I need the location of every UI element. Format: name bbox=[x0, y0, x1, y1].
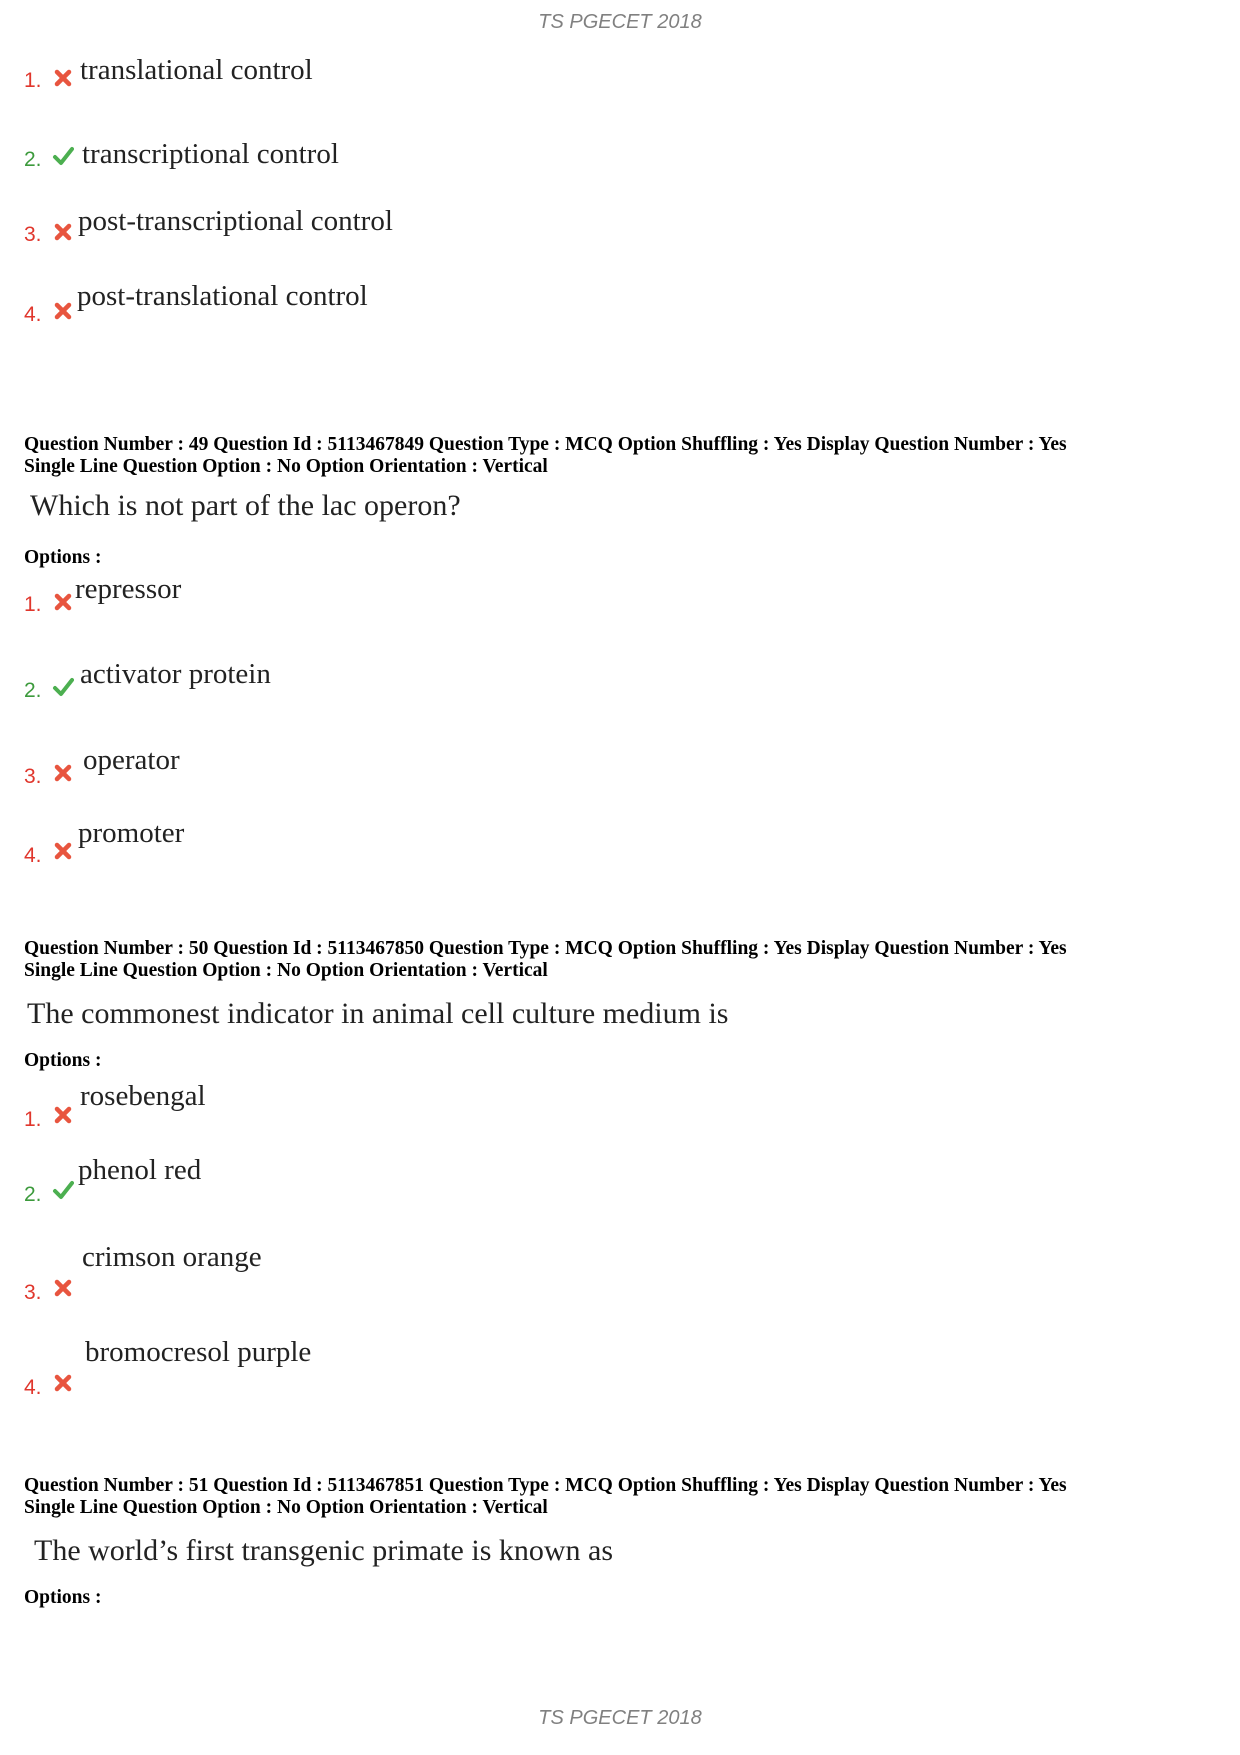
wrong-cross-icon bbox=[52, 1277, 74, 1299]
option-text: activator protein bbox=[80, 658, 271, 690]
option-number: 2. bbox=[24, 1183, 42, 1206]
question-meta bbox=[24, 1475, 1224, 1519]
option-row bbox=[0, 138, 900, 203]
wrong-cross-icon bbox=[52, 762, 74, 784]
question-meta bbox=[24, 434, 1224, 478]
options-label: Options : bbox=[24, 1587, 102, 1608]
option-text: promoter bbox=[78, 817, 185, 849]
question-meta bbox=[24, 938, 1224, 982]
option-number: 2. bbox=[24, 679, 42, 702]
wrong-cross-icon bbox=[52, 67, 74, 89]
question-meta-line: Question Number : 51 Question Id : 5113467851 Question Type : MCQ Option Shuffling : Yes Display Question Number : Yes bbox=[24, 1475, 1067, 1496]
option-text: repressor bbox=[75, 573, 182, 605]
option-number: 1. bbox=[24, 69, 42, 92]
option-text: translational control bbox=[80, 54, 313, 86]
wrong-cross-icon bbox=[52, 591, 74, 613]
option-number: 1. bbox=[24, 593, 42, 616]
option-row bbox=[0, 744, 900, 825]
option-number: 4. bbox=[24, 844, 42, 867]
option-text: post-translational control bbox=[77, 280, 368, 312]
question-text: The world’s first transgenic primate is known as bbox=[34, 1534, 614, 1567]
option-text: transcriptional control bbox=[82, 138, 339, 170]
option-row bbox=[0, 658, 900, 739]
option-row bbox=[0, 1336, 900, 1436]
question-meta-line: Single Line Question Option : No Option Orientation : Vertical bbox=[24, 960, 548, 981]
option-text: post-transcriptional control bbox=[78, 205, 393, 237]
option-number: 4. bbox=[24, 303, 42, 326]
question-text: The commonest indicator in animal cell culture medium is bbox=[27, 997, 729, 1030]
option-text: crimson orange bbox=[82, 1241, 262, 1273]
wrong-cross-icon bbox=[52, 1372, 74, 1394]
option-number: 3. bbox=[24, 223, 42, 246]
question-meta-line: Question Number : 49 Question Id : 5113467849 Question Type : MCQ Option Shuffling : Yes Display Question Number : Yes bbox=[24, 434, 1067, 455]
wrong-cross-icon bbox=[52, 1104, 74, 1126]
option-text: phenol red bbox=[78, 1154, 202, 1186]
wrong-cross-icon bbox=[52, 221, 74, 243]
correct-check-icon bbox=[52, 676, 74, 698]
option-text: operator bbox=[83, 744, 180, 776]
question-meta-line: Question Number : 50 Question Id : 5113467850 Question Type : MCQ Option Shuffling : Yes Display Question Number : Yes bbox=[24, 938, 1067, 959]
option-row bbox=[0, 205, 900, 277]
wrong-cross-icon bbox=[52, 300, 74, 322]
option-row bbox=[0, 280, 900, 356]
option-number: 1. bbox=[24, 1108, 42, 1131]
option-row bbox=[0, 1154, 900, 1243]
question-meta-line: Single Line Question Option : No Option Orientation : Vertical bbox=[24, 456, 548, 477]
question-meta-line: Single Line Question Option : No Option Orientation : Vertical bbox=[24, 1497, 548, 1518]
page-header: TS PGECET 2018 bbox=[538, 11, 702, 33]
page-footer: TS PGECET 2018 bbox=[538, 1707, 702, 1729]
option-row bbox=[0, 817, 900, 904]
option-row bbox=[0, 573, 900, 653]
option-number: 4. bbox=[24, 1376, 42, 1399]
options-label: Options : bbox=[24, 1050, 102, 1071]
wrong-cross-icon bbox=[52, 840, 74, 862]
option-number: 3. bbox=[24, 765, 42, 788]
options-label: Options : bbox=[24, 547, 102, 568]
option-row bbox=[0, 1241, 900, 1341]
option-text: rosebengal bbox=[80, 1080, 206, 1112]
option-number: 2. bbox=[24, 148, 42, 171]
option-number: 3. bbox=[24, 1281, 42, 1304]
question-text: Which is not part of the lac operon? bbox=[30, 489, 461, 522]
correct-check-icon bbox=[52, 145, 74, 167]
option-text: bromocresol purple bbox=[85, 1336, 312, 1368]
option-row bbox=[0, 54, 900, 122]
correct-check-icon bbox=[52, 1179, 74, 1201]
